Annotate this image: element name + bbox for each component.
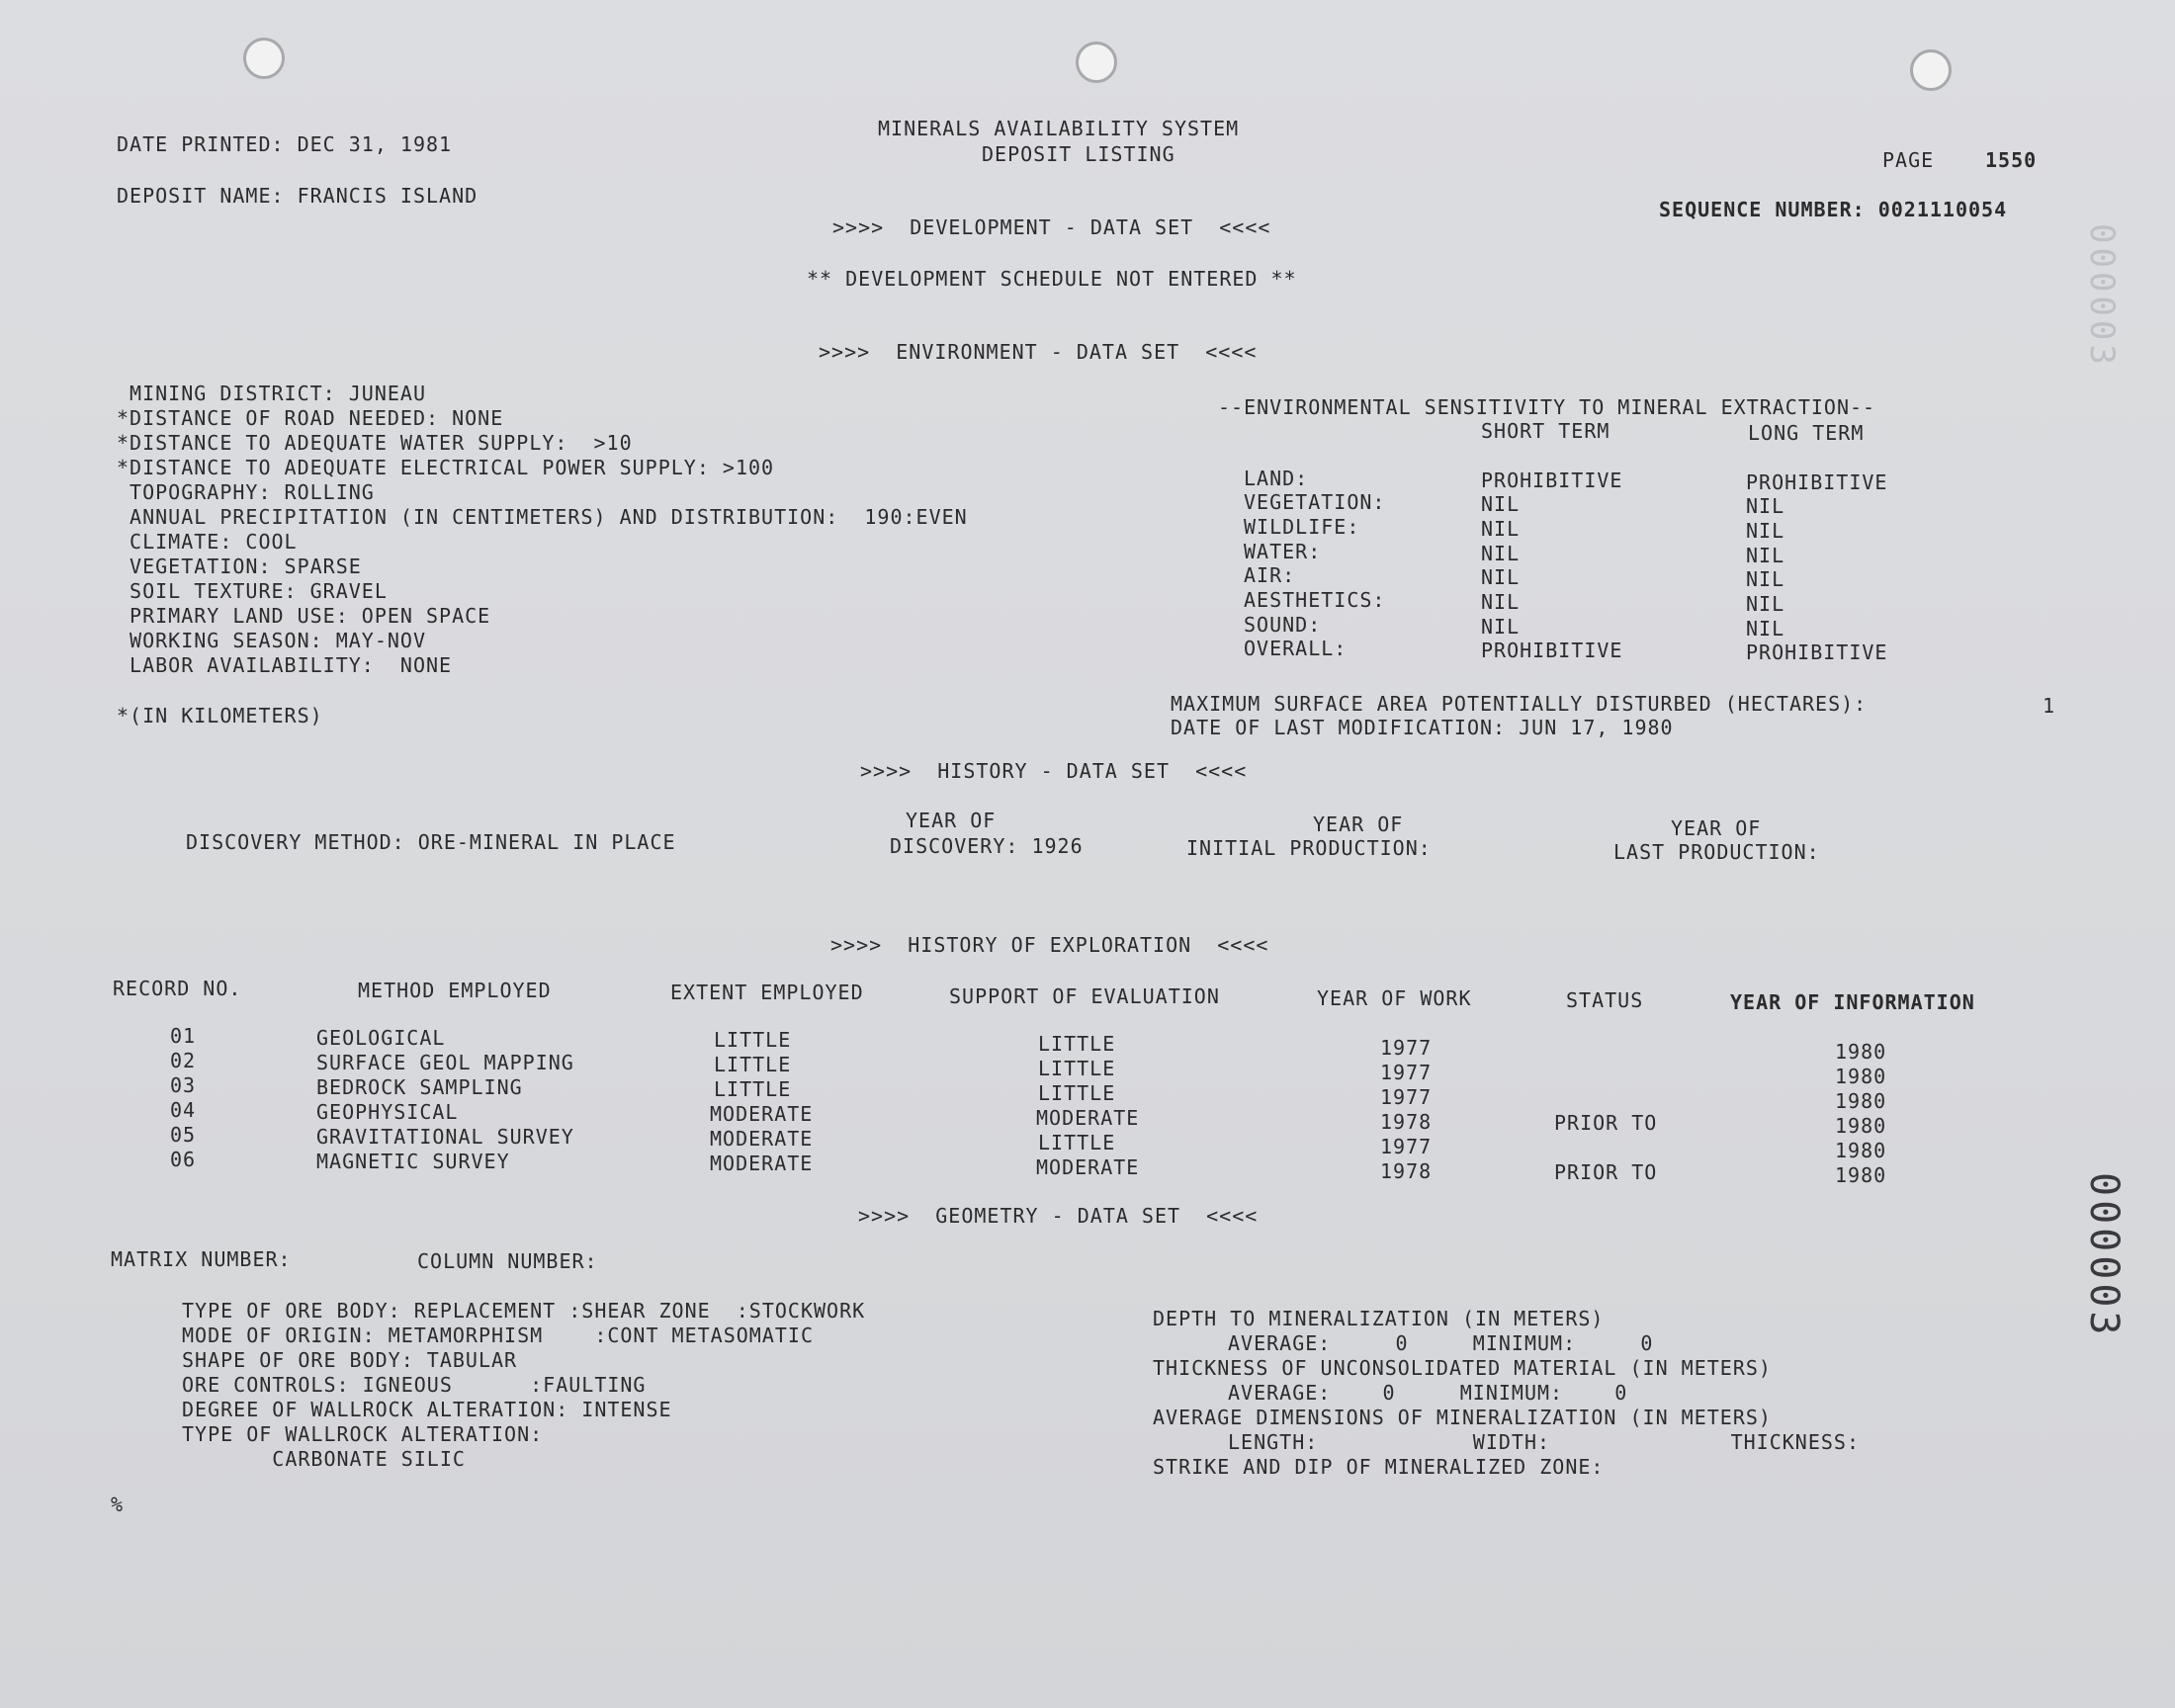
sensitivity-short: NIL (1481, 542, 1521, 565)
col-method: METHOD EMPLOYED (358, 979, 552, 1002)
cell-support: LITTLE (1038, 1032, 1116, 1056)
matrix-number: MATRIX NUMBER: (111, 1247, 292, 1271)
env-item: *DISTANCE TO ADEQUATE WATER SUPPLY: >10 (117, 431, 633, 455)
col-year-of-info: YEAR OF INFORMATION (1730, 990, 1975, 1014)
cell-status: PRIOR TO (1554, 1111, 1658, 1135)
deposit-name: DEPOSIT NAME: FRANCIS ISLAND (117, 184, 478, 208)
wallrock-type: TYPE OF WALLROCK ALTERATION: (182, 1422, 544, 1446)
depth-title: DEPTH TO MINERALIZATION (IN METERS) (1153, 1307, 1605, 1330)
cell-extent: MODERATE (710, 1152, 814, 1175)
cell-info: 1980 (1835, 1163, 1887, 1187)
depth-values: AVERAGE: 0 MINIMUM: 0 (1228, 1331, 1654, 1355)
sensitivity-long: NIL (1746, 567, 1785, 591)
cell-method: SURFACE GEOL MAPPING (316, 1051, 574, 1074)
cell-method: GEOLOGICAL (316, 1026, 446, 1050)
cell-info: 1980 (1835, 1040, 1887, 1064)
cell-record: 02 (170, 1049, 197, 1072)
exploration-heading: >>>> HISTORY OF EXPLORATION <<<< (830, 933, 1269, 957)
cell-info: 1980 (1835, 1139, 1887, 1162)
sensitivity-label: AIR: (1244, 563, 1296, 587)
cell-year: 1978 (1380, 1159, 1433, 1183)
sensitivity-short: NIL (1481, 590, 1521, 614)
cell-support: MODERATE (1036, 1155, 1140, 1179)
cell-extent: LITTLE (714, 1053, 792, 1076)
cell-support: MODERATE (1036, 1106, 1140, 1130)
side-stamp-faint: 000003 (2082, 223, 2122, 369)
thickness-values: AVERAGE: 0 MINIMUM: 0 (1228, 1381, 1628, 1405)
side-stamp: 000003 (2081, 1172, 2127, 1339)
sensitivity-long: NIL (1746, 544, 1785, 567)
env-item: *DISTANCE TO ADEQUATE ELECTRICAL POWER SUPPLY: >100 (117, 456, 775, 479)
sensitivity-label: WATER: (1244, 540, 1322, 563)
env-item: CLIMATE: COOL (117, 530, 298, 554)
env-item: SOIL TEXTURE: GRAVEL (117, 579, 388, 603)
page-number: 1550 (1985, 148, 2038, 172)
cell-record: 06 (170, 1148, 197, 1171)
discovery-method: DISCOVERY METHOD: ORE-MINERAL IN PLACE (186, 830, 676, 854)
sensitivity-short: NIL (1481, 565, 1521, 589)
listing-title: DEPOSIT LISTING (982, 142, 1175, 166)
sensitivity-short: NIL (1481, 492, 1521, 516)
sensitivity-title: --ENVIRONMENTAL SENSITIVITY TO MINERAL EXTRACTION-- (1218, 395, 1876, 419)
sensitivity-label: OVERALL: (1244, 637, 1348, 660)
env-item: PRIMARY LAND USE: OPEN SPACE (117, 604, 491, 628)
cell-method: BEDROCK SAMPLING (316, 1075, 523, 1099)
col-support: SUPPORT OF EVALUATION (949, 984, 1220, 1008)
history-heading: >>>> HISTORY - DATA SET <<<< (860, 759, 1248, 783)
col-status: STATUS (1566, 988, 1644, 1012)
short-term-header: SHORT TERM (1481, 419, 1610, 443)
sensitivity-short: PROHIBITIVE (1481, 469, 1623, 492)
env-item: *DISTANCE OF ROAD NEEDED: NONE (117, 406, 504, 430)
sensitivity-short: NIL (1481, 615, 1521, 639)
page-label: PAGE (1882, 148, 1935, 172)
sensitivity-short: NIL (1481, 517, 1521, 541)
sensitivity-short: PROHIBITIVE (1481, 639, 1623, 662)
strike-dip: STRIKE AND DIP OF MINERALIZED ZONE: (1153, 1455, 1605, 1479)
environment-heading: >>>> ENVIRONMENT - DATA SET <<<< (819, 340, 1258, 364)
environment-footnote: *(IN KILOMETERS) (117, 704, 323, 727)
sequence-number: SEQUENCE NUMBER: 0021110054 (1659, 198, 2008, 221)
dimensions-title: AVERAGE DIMENSIONS OF MINERALIZATION (IN METERS) (1153, 1406, 1772, 1429)
ore-controls: ORE CONTROLS: IGNEOUS :FAULTING (182, 1373, 647, 1397)
cell-record: 04 (170, 1098, 197, 1122)
cell-method: GRAVITATIONAL SURVEY (316, 1125, 574, 1149)
mode-of-origin: MODE OF ORIGIN: METAMORPHISM :CONT METASOMATIC (182, 1324, 815, 1347)
cell-year: 1977 (1380, 1061, 1433, 1084)
env-item: LABOR AVAILABILITY: NONE (117, 653, 453, 677)
env-item: MINING DISTRICT: JUNEAU (117, 382, 426, 405)
cell-year: 1977 (1380, 1085, 1433, 1109)
max-area-value: 1 (2043, 694, 2056, 718)
col-extent: EXTENT EMPLOYED (670, 981, 864, 1004)
cell-method: MAGNETIC SURVEY (316, 1150, 510, 1173)
cell-year: 1977 (1380, 1036, 1433, 1060)
punch-hole-center (1076, 42, 1117, 83)
sensitivity-long: NIL (1746, 494, 1785, 518)
cell-support: LITTLE (1038, 1081, 1116, 1105)
cell-record: 01 (170, 1024, 197, 1048)
cell-status: PRIOR TO (1554, 1160, 1658, 1184)
wallrock-type-value: CARBONATE SILIC (182, 1447, 466, 1471)
cell-extent: LITTLE (714, 1077, 792, 1101)
year-of-last-label: YEAR OF (1671, 816, 1762, 840)
dimensions-values: LENGTH: WIDTH: THICKNESS: (1228, 1430, 1861, 1454)
year-of-discovery-label: YEAR OF (906, 809, 997, 832)
cell-year: 1977 (1380, 1135, 1433, 1158)
sensitivity-long: PROHIBITIVE (1746, 470, 1888, 494)
thickness-title: THICKNESS OF UNCONSOLIDATED MATERIAL (IN METERS) (1153, 1356, 1772, 1380)
env-item: WORKING SEASON: MAY-NOV (117, 629, 426, 652)
cell-method: GEOPHYSICAL (316, 1100, 459, 1124)
sensitivity-long: NIL (1746, 617, 1785, 640)
cell-support: LITTLE (1038, 1131, 1116, 1154)
cell-year: 1978 (1380, 1110, 1433, 1134)
column-number: COLUMN NUMBER: (417, 1249, 598, 1273)
system-title: MINERALS AVAILABILITY SYSTEM (878, 117, 1240, 140)
cell-record: 03 (170, 1073, 197, 1097)
cell-support: LITTLE (1038, 1057, 1116, 1080)
wallrock-degree: DEGREE OF WALLROCK ALTERATION: INTENSE (182, 1398, 672, 1421)
initial-production: INITIAL PRODUCTION: (1186, 836, 1432, 860)
ore-body-type: TYPE OF ORE BODY: REPLACEMENT :SHEAR ZONE :STOCKWORK (182, 1299, 866, 1323)
cell-extent: MODERATE (710, 1127, 814, 1151)
cell-info: 1980 (1835, 1114, 1887, 1138)
date-printed: DATE PRINTED: DEC 31, 1981 (117, 132, 453, 156)
env-item: TOPOGRAPHY: ROLLING (117, 480, 375, 504)
punch-hole-left (243, 38, 285, 79)
max-area-label: MAXIMUM SURFACE AREA POTENTIALLY DISTURBED (HECTARES): (1171, 692, 1868, 716)
last-production: LAST PRODUCTION: (1613, 840, 1820, 864)
col-record-no: RECORD NO. (113, 977, 242, 1000)
env-item: VEGETATION: SPARSE (117, 555, 362, 578)
col-year-of-work: YEAR OF WORK (1317, 986, 1472, 1010)
punch-hole-right (1910, 49, 1952, 91)
cell-extent: LITTLE (714, 1028, 792, 1052)
cell-info: 1980 (1835, 1089, 1887, 1113)
development-heading: >>>> DEVELOPMENT - DATA SET <<<< (832, 215, 1271, 239)
discovery-year: DISCOVERY: 1926 (890, 834, 1084, 858)
env-item: ANNUAL PRECIPITATION (IN CENTIMETERS) AND DISTRIBUTION: 190:EVEN (117, 505, 968, 529)
geometry-heading: >>>> GEOMETRY - DATA SET <<<< (858, 1204, 1259, 1228)
sensitivity-long: NIL (1746, 592, 1785, 616)
sensitivity-long: PROHIBITIVE (1746, 640, 1888, 664)
ore-body-shape: SHAPE OF ORE BODY: TABULAR (182, 1348, 518, 1372)
last-modification: DATE OF LAST MODIFICATION: JUN 17, 1980 (1171, 716, 1674, 739)
cell-info: 1980 (1835, 1065, 1887, 1088)
sensitivity-label: AESTHETICS: (1244, 588, 1386, 612)
year-of-initial-label: YEAR OF (1313, 812, 1404, 836)
percent-mark: % (111, 1493, 125, 1516)
sensitivity-long: NIL (1746, 519, 1785, 543)
long-term-header: LONG TERM (1748, 421, 1865, 445)
sensitivity-label: VEGETATION: (1244, 490, 1386, 514)
cell-record: 05 (170, 1123, 197, 1147)
sensitivity-label: WILDLIFE: (1244, 515, 1360, 539)
sensitivity-label: LAND: (1244, 467, 1309, 490)
sensitivity-label: SOUND: (1244, 613, 1322, 637)
cell-extent: MODERATE (710, 1102, 814, 1126)
development-note: ** DEVELOPMENT SCHEDULE NOT ENTERED ** (807, 267, 1297, 291)
